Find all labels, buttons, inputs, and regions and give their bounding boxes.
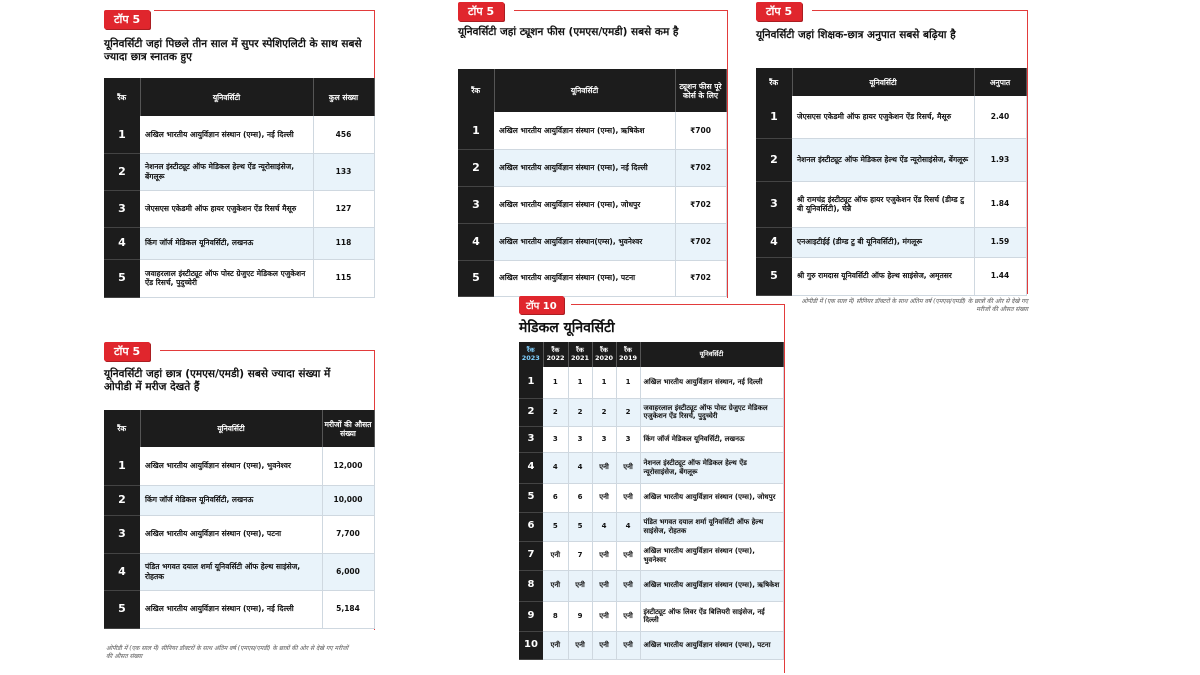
university-cell: अखिल भारतीय आयुर्विज्ञान संस्थान (एम्स), जोधपुर <box>494 186 675 223</box>
rank-cell: 1 <box>104 447 140 485</box>
table-row <box>458 186 726 223</box>
university-cell: श्री गुरु रामदास यूनिवर्सिटी ऑफ हेल्थ साइंसेज, अमृतसर <box>792 257 974 295</box>
rank-2020-cell: 1 <box>592 367 616 398</box>
ranking-table <box>519 342 784 660</box>
table-row <box>104 259 374 297</box>
university-cell: नेशनल इंस्टीट्यूट ऑफ मेडिकल हेल्थ ऐंड न्यूरोसाइंसेज, बेंगलूरू <box>792 138 974 181</box>
col-header-fee: ट्यूशन फीस पूरे कोर्स के लिए <box>675 69 726 112</box>
rank-2021-cell: 6 <box>568 483 592 512</box>
value-cell: 7,700 <box>322 515 374 553</box>
table-row <box>104 190 374 227</box>
rank-cell: 1 <box>104 116 140 153</box>
rank-2019-cell: एनी <box>616 631 640 659</box>
value-cell: 2.40 <box>974 96 1026 138</box>
rank-2020-cell: एनी <box>592 631 616 659</box>
table-row <box>756 96 1026 138</box>
rank-2023-cell: 1 <box>519 367 543 398</box>
table-header-row <box>458 69 726 112</box>
panel-title: यूनिवर्सिटी जहां छात्र (एमएस/एमडी) सबसे ज्यादा संख्या में ओपीडी में मरीज देखते हैं <box>104 368 331 393</box>
frame-line <box>571 304 785 305</box>
rank-2019-cell: एनी <box>616 541 640 570</box>
rank-2019-cell: 1 <box>616 367 640 398</box>
panel-title: यूनिवर्सिटी जहां पिछले तीन साल में सुपर स्पेशिएलिटी के साथ सबसे ज्यादा छात्र स्नातक हुए <box>104 38 362 63</box>
table-header-row <box>519 342 783 367</box>
university-cell: जेएसएस एकेडमी ऑफ हायर एजुकेशन ऐंड रिसर्च, मैसूरु <box>792 96 974 138</box>
table-row <box>104 553 374 590</box>
table-row <box>104 116 374 153</box>
table-row <box>104 153 374 190</box>
rank-cell: 5 <box>104 259 140 297</box>
university-cell: नेशनल इंस्टीट्यूट ऑफ मेडिकल हेल्थ ऐंड न्यूरोसाइंसेज, बेंगलूरू <box>640 452 783 483</box>
top5-badge: टॉप 5 <box>458 2 504 21</box>
rank-2019-cell: एनी <box>616 601 640 631</box>
university-cell: पंडित भगवत दयाल शर्मा यूनिवर्सिटी ऑफ हेल्थ साइंसेज, रोहतक <box>640 512 783 541</box>
table-header-row <box>104 78 374 116</box>
university-cell: एनआइटीईई (डीम्ड टु बी यूनिवर्सिटी), मंगलूरू <box>792 227 974 257</box>
panel-medical-university <box>519 296 785 673</box>
rank-2023-cell: 10 <box>519 631 543 659</box>
ranking-table <box>104 78 375 298</box>
footnote: ओपीडी में (एक साल में) सीनियर डॉक्टरों के साथ अंतिम वर्ष (एमएस/एमडी) के छात्रों की ओर से देखे गए मरीजों की औसत संख्या <box>106 645 349 660</box>
table-row <box>756 138 1026 181</box>
university-cell: अखिल भारतीय आयुर्विज्ञान संस्थान (एम्स), पटना <box>640 631 783 659</box>
table-row <box>756 181 1026 227</box>
value-cell: 456 <box>313 116 374 153</box>
value-cell: 6,000 <box>322 553 374 590</box>
rank-cell: 4 <box>756 227 792 257</box>
university-cell: जवाहरलाल इंस्टीट्यूट ऑफ पोस्ट ग्रेजुएट मेडिकल एजुकेशन ऐंड रिसर्च, पुदुच्चेरी <box>140 259 313 297</box>
col-header-patients: मरीजों की औसत संख्या <box>322 410 374 447</box>
rank-2022-cell: 5 <box>543 512 568 541</box>
panel-title: मेडिकल यूनिवर्सिटी <box>519 320 615 336</box>
university-cell: अखिल भारतीय आयुर्विज्ञान संस्थान (एम्स), भुवनेश्वर <box>640 541 783 570</box>
rank-cell: 2 <box>756 138 792 181</box>
table-row <box>519 398 783 426</box>
university-cell: श्री रामचंद्र इंस्टीट्यूट ऑफ हायर एजुकेशन ऐंड रिसर्च (डीम्ड टु बी यूनिवर्सिटी), चेन्नै <box>792 181 974 227</box>
rank-cell: 3 <box>104 190 140 227</box>
table-header-row <box>756 68 1026 96</box>
rank-cell: 1 <box>756 96 792 138</box>
panel-title: यूनिवर्सिटी जहां ट्यूशन फीस (एमएस/एमडी) सबसे कम है <box>458 26 679 38</box>
rank-2022-cell: एनी <box>543 631 568 659</box>
university-cell: अखिल भारतीय आयुर्विज्ञान संस्थान (एम्स), पटना <box>494 260 675 296</box>
value-cell: 5,184 <box>322 590 374 628</box>
table-row <box>756 257 1026 295</box>
rank-cell: 4 <box>104 227 140 259</box>
table-row <box>519 541 783 570</box>
col-header-university: यूनिवर्सिटी <box>140 78 313 116</box>
university-cell: इंस्टीट्यूट ऑफ लिवर ऐंड बिलियरी साइंसेज, नई दिल्ली <box>640 601 783 631</box>
top5-badge: टॉप 5 <box>756 2 802 21</box>
rank-cell: 3 <box>458 186 494 223</box>
panel-teacher-ratio <box>756 2 1028 322</box>
value-cell: 12,000 <box>322 447 374 485</box>
rank-2021-cell: 9 <box>568 601 592 631</box>
rank-2022-cell: 1 <box>543 367 568 398</box>
col-header-rank-2020: रैंक 2020 <box>592 342 616 367</box>
table-row <box>519 512 783 541</box>
table-row <box>519 483 783 512</box>
frame-line <box>812 10 1028 11</box>
university-cell: अखिल भारतीय आयुर्विज्ञान संस्थान (एम्स), ऋषिकेश <box>640 570 783 601</box>
rank-2020-cell: 3 <box>592 426 616 452</box>
rank-2023-cell: 4 <box>519 452 543 483</box>
table-row <box>519 570 783 601</box>
footnote: ओपीडी में (एक साल में) सीनियर डॉक्टरों के साथ अंतिम वर्ष (एमएस/एमडी) के छात्रों की ओर से देखे गए मरीजों की औसत संख्या <box>801 298 1028 313</box>
col-header-rank-2022: रैंक 2022 <box>543 342 568 367</box>
rank-cell: 5 <box>756 257 792 295</box>
table-row <box>519 631 783 659</box>
frame-line <box>1027 10 1028 294</box>
rank-2020-cell: 4 <box>592 512 616 541</box>
rank-cell: 3 <box>104 515 140 553</box>
col-header-rank-2021: रैंक 2021 <box>568 342 592 367</box>
rank-cell: 5 <box>104 590 140 628</box>
value-cell: ₹702 <box>675 186 726 223</box>
rank-2019-cell: 4 <box>616 512 640 541</box>
rank-2023-cell: 3 <box>519 426 543 452</box>
value-cell: ₹702 <box>675 260 726 296</box>
university-cell: अखिल भारतीय आयुर्विज्ञान संस्थान (एम्स), नई दिल्ली <box>140 116 313 153</box>
value-cell: 1.84 <box>974 181 1026 227</box>
top5-badge: टॉप 5 <box>104 342 150 361</box>
rank-2023-cell: 7 <box>519 541 543 570</box>
rank-2022-cell: 8 <box>543 601 568 631</box>
frame-line <box>160 350 375 351</box>
table-row <box>458 149 726 186</box>
rank-2020-cell: एनी <box>592 541 616 570</box>
rank-2022-cell: 3 <box>543 426 568 452</box>
col-header-rank: रैंक <box>458 69 494 112</box>
rank-2022-cell: एनी <box>543 541 568 570</box>
rank-2019-cell: एनी <box>616 483 640 512</box>
col-header-ratio: अनुपात <box>974 68 1026 96</box>
university-cell: अखिल भारतीय आयुर्विज्ञान संस्थान (एम्स), ऋषिकेश <box>494 112 675 149</box>
value-cell: 1.59 <box>974 227 1026 257</box>
value-cell: 133 <box>313 153 374 190</box>
col-header-rank: रैंक <box>756 68 792 96</box>
frame-line <box>514 10 728 11</box>
col-header-university: यूनिवर्सिटी <box>640 342 783 367</box>
panel-title: यूनिवर्सिटी जहां शिक्षक-छात्र अनुपात सबसे बढ़िया है <box>756 29 956 41</box>
rank-2023-cell: 9 <box>519 601 543 631</box>
col-header-total: कुल संख्या <box>313 78 374 116</box>
top5-badge: टॉप 5 <box>104 10 150 29</box>
rank-cell: 2 <box>458 149 494 186</box>
ranking-table <box>104 410 375 629</box>
rank-2023-cell: 5 <box>519 483 543 512</box>
university-cell: अखिल भारतीय आयुर्विज्ञान संस्थान, नई दिल्ली <box>640 367 783 398</box>
panel-tuition-fee <box>458 2 728 298</box>
rank-2023-cell: 2 <box>519 398 543 426</box>
value-cell: ₹702 <box>675 149 726 186</box>
value-cell: ₹700 <box>675 112 726 149</box>
value-cell: 118 <box>313 227 374 259</box>
rank-2020-cell: एनी <box>592 452 616 483</box>
table-row <box>458 112 726 149</box>
frame-line <box>727 10 728 298</box>
university-cell: किंग जॉर्ज मेडिकल यूनिवर्सिटी, लखनऊ <box>140 485 322 515</box>
rank-2020-cell: एनी <box>592 570 616 601</box>
rank-2021-cell: एनी <box>568 631 592 659</box>
rank-2019-cell: 2 <box>616 398 640 426</box>
rank-2021-cell: 3 <box>568 426 592 452</box>
university-cell: पंडित भगवत दयाल शर्मा यूनिवर्सिटी ऑफ हेल्थ साइंसेज, रोहतक <box>140 553 322 590</box>
rank-2019-cell: एनी <box>616 452 640 483</box>
table-row <box>519 452 783 483</box>
rank-2021-cell: 1 <box>568 367 592 398</box>
col-header-university: यूनिवर्सिटी <box>140 410 322 447</box>
table-row <box>458 223 726 260</box>
rank-cell: 2 <box>104 153 140 190</box>
university-cell: नेशनल इंस्टीट्यूट ऑफ मेडिकल हेल्थ ऐंड न्यूरोसाइंसेज, बेंगलूरू <box>140 153 313 190</box>
university-cell: अखिल भारतीय आयुर्विज्ञान संस्थान (एम्स), नई दिल्ली <box>494 149 675 186</box>
university-cell: अखिल भारतीय आयुर्विज्ञान संस्थान (एम्स), पटना <box>140 515 322 553</box>
rank-2020-cell: एनी <box>592 601 616 631</box>
value-cell: 115 <box>313 259 374 297</box>
rank-2019-cell: एनी <box>616 570 640 601</box>
col-header-university: यूनिवर्सिटी <box>792 68 974 96</box>
rank-cell: 4 <box>458 223 494 260</box>
ranking-table <box>756 68 1027 296</box>
university-cell: अखिल भारतीय आयुर्विज्ञान संस्थान (एम्स), नई दिल्ली <box>140 590 322 628</box>
rank-cell: 5 <box>458 260 494 296</box>
table-row <box>458 260 726 296</box>
rank-2020-cell: एनी <box>592 483 616 512</box>
value-cell: 1.44 <box>974 257 1026 295</box>
table-row <box>519 601 783 631</box>
rank-2021-cell: 7 <box>568 541 592 570</box>
table-row <box>104 485 374 515</box>
top10-badge: टॉप 10 <box>519 296 564 314</box>
rank-cell: 3 <box>756 181 792 227</box>
value-cell: 127 <box>313 190 374 227</box>
rank-2021-cell: 4 <box>568 452 592 483</box>
rank-2022-cell: एनी <box>543 570 568 601</box>
rank-2022-cell: 6 <box>543 483 568 512</box>
frame-line <box>784 304 785 673</box>
rank-2022-cell: 4 <box>543 452 568 483</box>
university-cell: अखिल भारतीय आयुर्विज्ञान संस्थान (एम्स), भुवनेश्वर <box>140 447 322 485</box>
university-cell: अखिल भारतीय आयुर्विज्ञान संस्थान(एम्स), भुवनेश्वर <box>494 223 675 260</box>
col-header-rank: रैंक <box>104 410 140 447</box>
col-header-rank-2019: रैंक 2019 <box>616 342 640 367</box>
ranking-table <box>458 69 727 297</box>
table-header-row <box>104 410 374 447</box>
table-row <box>519 367 783 398</box>
university-cell: जेएसएस एकेडमी ऑफ हायर एजुकेशन ऐंड रिसर्च मैसूरु <box>140 190 313 227</box>
rank-cell: 4 <box>104 553 140 590</box>
table-row <box>756 227 1026 257</box>
table-row <box>104 227 374 259</box>
frame-line <box>154 10 375 11</box>
university-cell: अखिल भारतीय आयुर्विज्ञान संस्थान (एम्स), जोधपुर <box>640 483 783 512</box>
table-row <box>104 447 374 485</box>
value-cell: ₹702 <box>675 223 726 260</box>
rank-2021-cell: 2 <box>568 398 592 426</box>
university-cell: किंग जॉर्ज मेडिकल यूनिवर्सिटी, लखनऊ <box>140 227 313 259</box>
col-header-rank: रैंक <box>104 78 140 116</box>
university-cell: किंग जॉर्ज मेडिकल यूनिवर्सिटी, लखनऊ <box>640 426 783 452</box>
university-cell: जवाहरलाल इंस्टीट्यूट ऑफ पोस्ट ग्रेजुएट मेडिकल एजुकेशन ऐंड रिसर्च, पुदुच्चेरी <box>640 398 783 426</box>
rank-2021-cell: 5 <box>568 512 592 541</box>
value-cell: 10,000 <box>322 485 374 515</box>
table-row <box>519 426 783 452</box>
table-row <box>104 590 374 628</box>
rank-2022-cell: 2 <box>543 398 568 426</box>
panel-superspeciality <box>104 10 375 298</box>
rank-2020-cell: 2 <box>592 398 616 426</box>
panel-opd-patients <box>104 342 375 672</box>
rank-2023-cell: 8 <box>519 570 543 601</box>
value-cell: 1.93 <box>974 138 1026 181</box>
rank-2019-cell: 3 <box>616 426 640 452</box>
rank-2023-cell: 6 <box>519 512 543 541</box>
rank-2021-cell: एनी <box>568 570 592 601</box>
col-header-rank-2023: रैंक 2023 <box>519 342 543 367</box>
col-header-university: यूनिवर्सिटी <box>494 69 675 112</box>
table-row <box>104 515 374 553</box>
rank-cell: 2 <box>104 485 140 515</box>
rank-cell: 1 <box>458 112 494 149</box>
